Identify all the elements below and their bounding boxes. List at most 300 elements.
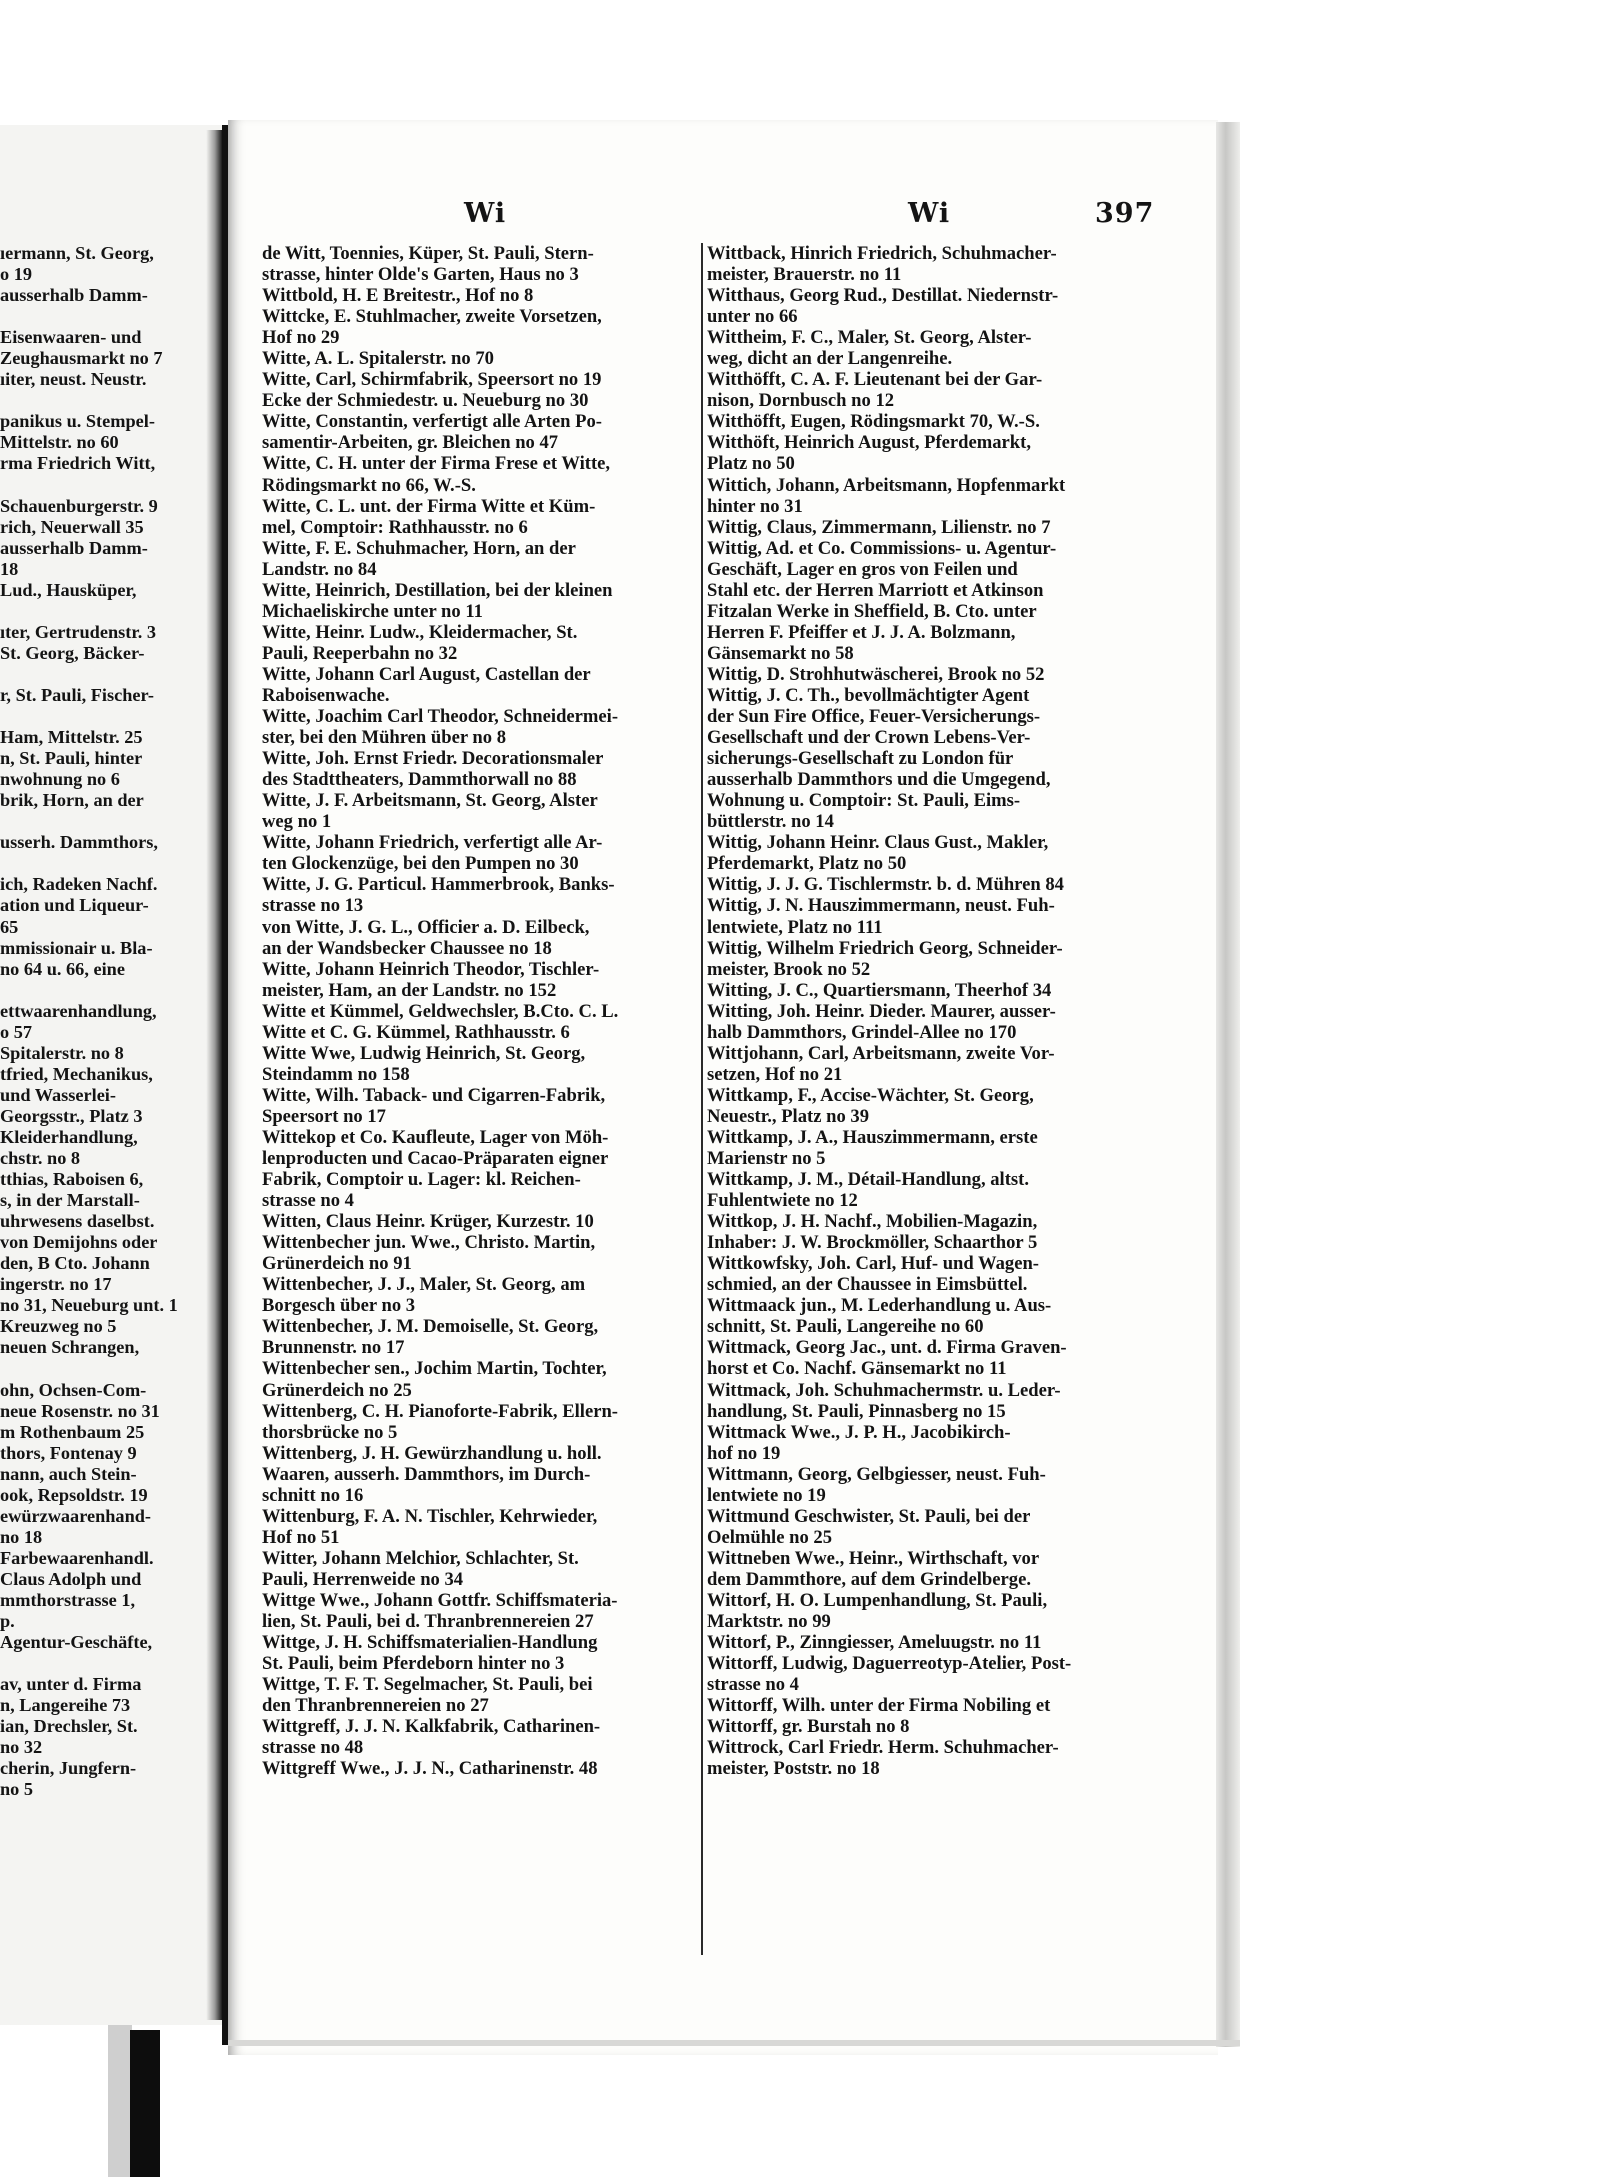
- entry-continuation-line: strasse no 48: [262, 1737, 364, 1759]
- directory-entry: [262, 1232, 697, 1274]
- entry-first-line: Wittenbecher jun. Wwe., Christo. Martin,: [262, 1232, 596, 1254]
- directory-entry: [262, 1506, 697, 1548]
- entry-first-line: Wittmack Wwe., J. P. H., Jacobikirch-: [707, 1421, 1011, 1443]
- entry-first-line: Witte, J. F. Arbeitsmann, St. Georg, Alster: [262, 790, 598, 812]
- directory-entry: [707, 1422, 1143, 1464]
- directory-column-left: [262, 243, 697, 1779]
- page-bottom-edge: [228, 2040, 1240, 2046]
- entry-continuation-line: Landstr. no 84: [262, 558, 377, 580]
- entry-continuation-line: Michaeliskirche unter no 11: [262, 600, 483, 622]
- directory-entry: [707, 1632, 1143, 1653]
- entry-first-line: Witte, Heinrich, Destillation, bei der kleinen: [262, 579, 613, 601]
- facing-page-line: tfried, Mechanikus,: [0, 1063, 153, 1084]
- entry-continuation-line: Inhaber: J. W. Brockmöller, Schaarthor 5: [707, 1232, 1038, 1254]
- directory-entry: [262, 1316, 697, 1358]
- entry-continuation-line: strasse no 4: [707, 1674, 799, 1696]
- entry-continuation-line: dem Dammthore, auf dem Grindelberge.: [707, 1568, 1031, 1590]
- facing-page-line: ich, Radeken Nachf.: [0, 874, 158, 895]
- binding-strip-light: [108, 2025, 132, 2177]
- entry-first-line: Wittkamp, J. A., Hauszimmermann, erste: [707, 1126, 1038, 1148]
- entry-first-line: Witte, A. L. Spitalerstr. no 70: [262, 348, 494, 370]
- facing-page-line: ian, Drechsler, St.: [0, 1716, 138, 1737]
- entry-first-line: Wittenbecher sen., Jochim Martin, Tochter,: [262, 1358, 607, 1380]
- entry-first-line: Wittjohann, Carl, Arbeitsmann, zweite Vor-: [707, 1042, 1055, 1064]
- entry-first-line: Wittgreff, J. J. N. Kalkfabrik, Catharinen-: [262, 1716, 601, 1738]
- directory-entry: [262, 1211, 697, 1232]
- directory-entry: [262, 496, 697, 538]
- facing-page-line: St. Georg, Bäcker-: [0, 642, 145, 663]
- entry-continuation-line: strasse no 13: [262, 895, 364, 917]
- facing-page-line: Schauenburgerstr. 9: [0, 495, 158, 516]
- facing-page-line: panikus u. Stempel-: [0, 411, 155, 432]
- entry-continuation-line: weg no 1: [262, 811, 332, 833]
- facing-page-line: ook, Repsoldstr. 19: [0, 1484, 148, 1505]
- facing-page-line: Kreuzweg no 5: [0, 1316, 117, 1337]
- facing-page-line: o 57: [0, 1021, 32, 1042]
- entry-first-line: Wittorf, H. O. Lumpenhandlung, St. Pauli,: [707, 1590, 1048, 1611]
- entry-first-line: Wittmack, Georg Jac., unt. d. Firma Graven-: [707, 1337, 1067, 1359]
- entry-first-line: Witthöft, Heinrich August, Pferdemarkt,: [707, 432, 1031, 454]
- directory-entry: [262, 1001, 697, 1043]
- entry-continuation-line: Fuhlentwiete no 12: [707, 1190, 858, 1212]
- entry-continuation-line: horst et Co. Nachf. Gänsemarkt no 11: [707, 1358, 1007, 1380]
- entry-first-line: Wittig, Ad. et Co. Commissions- u. Agentur-: [707, 537, 1057, 559]
- directory-entry: [262, 622, 697, 664]
- directory-entry: [707, 432, 1143, 474]
- facing-page-line: Claus Adolph und: [0, 1568, 142, 1589]
- entry-continuation-line: setzen, Hof no 21: [707, 1063, 843, 1085]
- entry-first-line: Witte, J. G. Particul. Hammerbrook, Banks-: [262, 874, 615, 896]
- entry-continuation-line: an der Wandsbecker Chaussee no 18: [262, 937, 552, 959]
- entry-first-line: Witte, Wilh. Taback- und Cigarren-Fabrik,: [262, 1084, 606, 1106]
- entry-continuation-line: Steindamm no 158: [262, 1063, 410, 1085]
- directory-entry: [262, 453, 697, 495]
- facing-page-line: [0, 475, 222, 496]
- entry-first-line: Witte, Carl, Schirmfabrik, Speersort no 19: [262, 369, 602, 391]
- entry-continuation-line: lentwiete no 19: [707, 1484, 826, 1506]
- entry-continuation-line: Grünerdeich no 91: [262, 1253, 412, 1275]
- entry-first-line: Wittgreff Wwe., J. J. N., Catharinenstr. 48: [262, 1758, 598, 1780]
- entry-continuation-line: ausserhalb Dammthors und die Umgegend,: [707, 769, 1051, 791]
- facing-page-line: [0, 1358, 222, 1379]
- entry-continuation-line: Ecke der Schmiedestr. u. Neueburg no 30: [262, 390, 589, 412]
- entry-first-line: Wittenbecher, J. M. Demoiselle, St. Georg,: [262, 1316, 599, 1338]
- page-edge: [1216, 122, 1240, 2047]
- facing-page-line: mmissionair u. Bla-: [0, 937, 153, 958]
- entry-first-line: Wittge, T. F. T. Segelmacher, St. Pauli, bei: [262, 1674, 593, 1696]
- entry-continuation-line: ster, bei den Mühren über no 8: [262, 727, 506, 749]
- directory-column-right: [707, 243, 1143, 1779]
- facing-page-line: ausserhalb Damm-: [0, 285, 148, 306]
- facing-page-line: neue Rosenstr. no 31: [0, 1400, 160, 1421]
- entry-first-line: Wittig, D. Strohhutwäscherei, Brook no 52: [707, 663, 1045, 685]
- entry-continuation-line: Raboisenwache.: [262, 684, 390, 706]
- directory-entry: [262, 664, 697, 706]
- directory-entry: [707, 832, 1143, 874]
- facing-page-line: ıter, Gertrudenstr. 3: [0, 621, 157, 642]
- entry-first-line: Witte, Johann Carl August, Castellan der: [262, 663, 591, 685]
- directory-entry: [262, 1127, 697, 1211]
- running-header-left: Wi: [464, 198, 507, 229]
- entry-continuation-line: Marienstr no 5: [707, 1148, 826, 1170]
- entry-first-line: Wittig, J. J. G. Tischlermstr. b. d. Mühren 84: [707, 874, 1064, 896]
- directory-entry: [262, 538, 697, 580]
- entry-continuation-line: Herren F. Pfeiffer et J. J. A. Bolzmann,: [707, 621, 1016, 643]
- entry-continuation-line: nison, Dornbusch no 12: [707, 390, 895, 412]
- entry-first-line: Wittge Wwe., Johann Gottfr. Schiffsmateria-: [262, 1590, 618, 1611]
- entry-continuation-line: Waaren, ausserh. Dammthors, im Durch-: [262, 1463, 591, 1485]
- directory-entry: [707, 1085, 1143, 1127]
- entry-continuation-line: hof no 19: [707, 1442, 781, 1464]
- directory-entry: [262, 917, 697, 959]
- binding-strip-dark: [130, 2030, 160, 2177]
- facing-page-line: ettwaarenhandlung,: [0, 1000, 157, 1021]
- entry-first-line: Witte et Kümmel, Geldwechsler, B.Cto. C. L.: [262, 1000, 619, 1022]
- facing-page-line: [0, 980, 222, 1001]
- facing-page-line: ıermann, St. Georg,: [0, 243, 154, 263]
- facing-page-line: o 19: [0, 264, 32, 285]
- facing-page-line: nann, auch Stein-: [0, 1463, 137, 1484]
- entry-first-line: Witter, Johann Melchior, Schlachter, St.: [262, 1547, 579, 1569]
- directory-entry: [262, 411, 697, 453]
- entry-first-line: Witten, Claus Heinr. Krüger, Kurzestr. 10: [262, 1211, 594, 1233]
- facing-page-line: brik, Horn, an der: [0, 790, 144, 811]
- entry-first-line: Wittenbecher, J. J., Maler, St. Georg, am: [262, 1274, 586, 1296]
- facing-page-line: [0, 811, 222, 832]
- facing-page-line: Spitalerstr. no 8: [0, 1042, 124, 1063]
- facing-page-line: neuen Schrangen,: [0, 1337, 140, 1358]
- directory-entry: [707, 538, 1143, 664]
- entry-first-line: Witthöfft, Eugen, Rödingsmarkt 70, W.-S.: [707, 411, 1040, 433]
- entry-continuation-line: Oelmühle no 25: [707, 1526, 832, 1548]
- entry-first-line: von Witte, J. G. L., Officier a. D. Eilbeck,: [262, 916, 590, 938]
- entry-first-line: Wittig, Claus, Zimmermann, Lilienstr. no 7: [707, 516, 1051, 538]
- entry-first-line: Witting, Joh. Heinr. Dieder. Maurer, ausser-: [707, 1000, 1056, 1022]
- facing-page-line: ausserhalb Damm-: [0, 537, 148, 558]
- directory-entry: [707, 895, 1143, 937]
- facing-page-line: 65: [0, 916, 19, 937]
- entry-first-line: Wittkop, J. H. Nachf., Mobilien-Magazin,: [707, 1211, 1038, 1233]
- entry-first-line: Witte, F. E. Schuhmacher, Horn, an der: [262, 537, 576, 559]
- entry-first-line: Wittge, J. H. Schiffsmaterialien-Handlung: [262, 1632, 598, 1654]
- facing-page-line: von Demijohns oder: [0, 1232, 158, 1253]
- facing-page-line: no 18: [0, 1526, 43, 1547]
- facing-page-line: usserh. Dammthors,: [0, 832, 158, 853]
- facing-page-line: thors, Fontenay 9: [0, 1442, 137, 1463]
- entry-continuation-line: Pferdemarkt, Platz no 50: [707, 853, 907, 875]
- entry-continuation-line: Fabrik, Comptoir u. Lager: kl. Reichen-: [262, 1169, 581, 1191]
- facing-page-line: Eisenwaaren- und: [0, 327, 142, 348]
- directory-entry: [262, 1043, 697, 1085]
- entry-continuation-line: meister, Poststr. no 18: [707, 1758, 880, 1780]
- facing-page-line: no 64 u. 66, eine: [0, 958, 125, 979]
- entry-continuation-line: strasse, hinter Olde's Garten, Haus no 3: [262, 264, 579, 286]
- directory-entry: [707, 1506, 1143, 1548]
- directory-entry: [262, 1590, 697, 1632]
- facing-page-line: Zeughausmarkt no 7: [0, 348, 163, 369]
- facing-page-line: r, St. Pauli, Fischer-: [0, 684, 155, 705]
- running-header-right: Wi: [908, 198, 951, 229]
- directory-entry: [262, 1443, 697, 1506]
- directory-entry: [707, 517, 1143, 538]
- facing-page-line: [0, 601, 222, 622]
- entry-continuation-line: sicherungs-Gesellschaft zu London für: [707, 748, 1014, 770]
- entry-first-line: Wittheim, F. C., Maler, St. Georg, Alster-: [707, 327, 1032, 349]
- entry-continuation-line: Hof no 29: [262, 327, 340, 349]
- entry-continuation-line: Gesellschaft und der Crown Lebens-Ver-: [707, 727, 1031, 749]
- directory-entry: [707, 1548, 1143, 1590]
- directory-entry: [707, 327, 1143, 369]
- directory-entry: [707, 1295, 1143, 1337]
- facing-page-line: Kleiderhandlung,: [0, 1126, 138, 1147]
- facing-page-line: s, in der Marstall-: [0, 1190, 140, 1211]
- entry-first-line: Witte, Joh. Ernst Friedr. Decorationsmaler: [262, 748, 604, 770]
- entry-first-line: Wittbold, H. E Breitestr., Hof no 8: [262, 285, 534, 307]
- directory-entry: [262, 306, 697, 348]
- directory-entry: [707, 1253, 1143, 1295]
- directory-entry: [262, 832, 697, 874]
- directory-entry: [262, 369, 697, 411]
- entry-first-line: Wittenberg, J. H. Gewürzhandlung u. holl.: [262, 1442, 602, 1464]
- facing-page-line: und Wasserlei-: [0, 1084, 116, 1105]
- directory-entry: [707, 685, 1143, 832]
- entry-continuation-line: Borgesch über no 3: [262, 1295, 416, 1317]
- entry-first-line: Witte, C. L. unt. der Firma Witte et Küm-: [262, 495, 596, 517]
- directory-entry: [262, 874, 697, 916]
- entry-first-line: Wittenberg, C. H. Pianoforte-Fabrik, Ellern-: [262, 1400, 618, 1422]
- entry-continuation-line: St. Pauli, beim Pferdeborn hinter no 3: [262, 1653, 565, 1675]
- directory-entry: [707, 411, 1143, 432]
- entry-first-line: Wittorf, P., Zinngiesser, Ameluugstr. no 11: [707, 1632, 1042, 1654]
- entry-continuation-line: lenproducten und Cacao-Präparaten eigner: [262, 1148, 609, 1170]
- facing-page-line: [0, 664, 222, 685]
- entry-continuation-line: Platz no 50: [707, 453, 795, 475]
- entry-first-line: Wittmack, Joh. Schuhmachermstr. u. Leder-: [707, 1379, 1061, 1401]
- facing-page-line: [0, 853, 222, 874]
- entry-first-line: Witte, Johann Friedrich, verfertigt alle Ar-: [262, 832, 603, 854]
- directory-entry: [262, 1632, 697, 1674]
- facing-page-line: [0, 390, 222, 411]
- directory-entry: [707, 1169, 1143, 1211]
- entry-first-line: Witthöfft, C. A. F. Lieutenant bei der Gar-: [707, 369, 1043, 391]
- directory-entry: [707, 243, 1143, 285]
- entry-first-line: Wittig, J. N. Hauszimmermann, neust. Fuh-: [707, 895, 1055, 917]
- directory-entry: [707, 1211, 1143, 1253]
- directory-entry: [707, 1337, 1143, 1379]
- directory-entry: [707, 664, 1143, 685]
- directory-entry: [262, 243, 697, 285]
- entry-first-line: Wittig, J. C. Th., bevollmächtigter Agent: [707, 684, 1030, 706]
- facing-page-line: ıiter, neust. Neustr.: [0, 369, 147, 390]
- entry-continuation-line: samentir-Arbeiten, gr. Bleichen no 47: [262, 432, 559, 454]
- entry-continuation-line: Hof no 51: [262, 1526, 340, 1548]
- entry-first-line: Wittig, Wilhelm Friedrich Georg, Schneider-: [707, 937, 1063, 959]
- facing-page-line: [0, 306, 222, 327]
- facing-page-column: [0, 243, 222, 1800]
- entry-first-line: Witthaus, Georg Rud., Destillat. Niedernstr-: [707, 285, 1059, 307]
- entry-first-line: Witting, J. C., Quartiersmann, Theerhof 34: [707, 979, 1052, 1001]
- facing-page-line: p.: [0, 1611, 15, 1632]
- directory-entry: [707, 980, 1143, 1001]
- directory-entry: [707, 1001, 1143, 1043]
- entry-first-line: Witte, Joachim Carl Theodor, Schneidermei-: [262, 706, 619, 728]
- facing-page-line: ewürzwaarenhand-: [0, 1505, 151, 1526]
- entry-continuation-line: Fitzalan Werke in Sheffield, B. Cto. unter: [707, 600, 1037, 622]
- directory-entry: [707, 1653, 1143, 1695]
- facing-page-line: av, unter d. Firma: [0, 1674, 142, 1695]
- entry-continuation-line: handlung, St. Pauli, Pinnasberg no 15: [707, 1400, 1006, 1422]
- facing-page-line: Ham, Mittelstr. 25: [0, 727, 143, 748]
- entry-continuation-line: meister, Brauerstr. no 11: [707, 264, 902, 286]
- entry-continuation-line: lien, St. Pauli, bei d. Thranbrennereien 27: [262, 1611, 594, 1633]
- facing-page-line: Lud., Hausküper,: [0, 579, 137, 600]
- entry-first-line: Wittorff, Ludwig, Daguerreotyp-Atelier, Post-: [707, 1653, 1072, 1675]
- entry-first-line: Wittback, Hinrich Friedrich, Schuhmacher-: [707, 243, 1057, 264]
- directory-entry: [262, 959, 697, 1001]
- entry-first-line: Witte, Johann Heinrich Theodor, Tischler-: [262, 958, 600, 980]
- directory-entry: [262, 1401, 697, 1443]
- entry-continuation-line: Brunnenstr. no 17: [262, 1337, 405, 1359]
- entry-continuation-line: Stahl etc. der Herren Marriott et Atkinson: [707, 579, 1044, 601]
- facing-page-line: n, St. Pauli, hinter: [0, 748, 143, 769]
- entry-first-line: Wittich, Johann, Arbeitsmann, Hopfenmarkt: [707, 474, 1066, 496]
- directory-entry: [262, 790, 697, 832]
- facing-page-line: rich, Neuerwall 35: [0, 516, 144, 537]
- directory-entry: [262, 748, 697, 790]
- directory-entry: [707, 369, 1143, 411]
- entry-first-line: Wittmaack jun., M. Lederhandlung u. Aus-: [707, 1295, 1052, 1317]
- entry-continuation-line: schmied, an der Chaussee in Eimsbüttel.: [707, 1274, 1028, 1296]
- entry-first-line: Wittrock, Carl Friedr. Herm. Schuhmacher-: [707, 1737, 1059, 1759]
- page-number: 397: [1095, 198, 1155, 229]
- entry-continuation-line: Rödingsmarkt no 66, W.-S.: [262, 474, 476, 496]
- entry-first-line: Wittmund Geschwister, St. Pauli, bei der: [707, 1505, 1031, 1527]
- entry-continuation-line: büttlerstr. no 14: [707, 811, 834, 833]
- directory-entry: [262, 1674, 697, 1716]
- entry-continuation-line: schnitt, St. Pauli, Langereihe no 60: [707, 1316, 984, 1338]
- entry-continuation-line: Speersort no 17: [262, 1105, 386, 1127]
- entry-first-line: Wittorff, Wilh. unter der Firma Nobiling et: [707, 1695, 1051, 1717]
- entry-continuation-line: mel, Comptoir: Rathhausstr. no 6: [262, 516, 528, 538]
- directory-entry: [262, 1758, 697, 1779]
- entry-first-line: Wittkamp, J. M., Détail-Handlung, altst.: [707, 1169, 1029, 1191]
- facing-page-line: ation und Liqueur-: [0, 895, 149, 916]
- facing-page-line: 18: [0, 558, 19, 579]
- entry-continuation-line: strasse no 4: [262, 1190, 354, 1212]
- entry-continuation-line: meister, Brook no 52: [707, 958, 871, 980]
- entry-first-line: Witte, Heinr. Ludw., Kleidermacher, St.: [262, 621, 578, 643]
- facing-page-line: chstr. no 8: [0, 1148, 81, 1169]
- entry-continuation-line: den Thranbrennereien no 27: [262, 1695, 489, 1717]
- facing-page-line: no 32: [0, 1737, 43, 1758]
- entry-continuation-line: Wohnung u. Comptoir: St. Pauli, Eims-: [707, 790, 1021, 812]
- entry-continuation-line: weg, dicht an der Langenreihe.: [707, 348, 953, 370]
- entry-continuation-line: Geschäft, Lager en gros von Feilen und: [707, 558, 1018, 580]
- entry-continuation-line: Pauli, Herrenweide no 34: [262, 1568, 464, 1590]
- entry-continuation-line: thorsbrücke no 5: [262, 1421, 398, 1443]
- facing-page-line: Farbewaarenhandl.: [0, 1547, 154, 1568]
- facing-page-line: n, Langereihe 73: [0, 1695, 131, 1716]
- directory-entry: [707, 1464, 1143, 1506]
- directory-entry: [262, 1085, 697, 1127]
- entry-first-line: Wittneben Wwe., Heinr., Wirthschaft, vor: [707, 1547, 1040, 1569]
- entry-continuation-line: hinter no 31: [707, 495, 803, 517]
- entry-first-line: Wittmann, Georg, Gelbgiesser, neust. Fuh-: [707, 1463, 1046, 1485]
- entry-continuation-line: Neuestr., Platz no 39: [707, 1105, 869, 1127]
- entry-first-line: Witte, Constantin, verfertigt alle Arten Po-: [262, 411, 602, 433]
- entry-first-line: Wittig, Johann Heinr. Claus Gust., Makler,: [707, 832, 1049, 854]
- entry-continuation-line: Wittorff, gr. Burstah no 8: [707, 1716, 910, 1738]
- facing-page-line: mmthorstrasse 1,: [0, 1590, 136, 1610]
- facing-page-line: m Rothenbaum 25: [0, 1421, 145, 1442]
- directory-entry: [707, 285, 1143, 327]
- entry-continuation-line: Witte et C. G. Kümmel, Rathhausstr. 6: [262, 1021, 570, 1043]
- entry-continuation-line: der Sun Fire Office, Feuer-Versicherungs-: [707, 706, 1041, 728]
- directory-entry: [707, 1590, 1143, 1632]
- facing-page-line: [0, 706, 222, 727]
- entry-continuation-line: Marktstr. no 99: [707, 1611, 831, 1633]
- entry-continuation-line: schnitt no 16: [262, 1484, 364, 1506]
- facing-page-line: ohn, Ochsen-Com-: [0, 1379, 147, 1400]
- entry-first-line: Wittenburg, F. A. N. Tischler, Kehrwieder,: [262, 1505, 598, 1527]
- facing-page-line: ingerstr. no 17: [0, 1274, 112, 1295]
- directory-entry: [707, 1737, 1143, 1779]
- entry-first-line: Witte, C. H. unter der Firma Frese et Witte,: [262, 453, 611, 475]
- facing-page-line: Georgsstr., Platz 3: [0, 1105, 143, 1126]
- facing-page-line: den, B Cto. Johann: [0, 1253, 150, 1274]
- directory-entry: [707, 1043, 1143, 1085]
- entry-first-line: Wittkamp, F., Accise-Wächter, St. Georg,: [707, 1084, 1034, 1106]
- entry-continuation-line: halb Dammthors, Grindel-Allee no 170: [707, 1021, 1017, 1043]
- facing-page-line: uhrwesens daselbst.: [0, 1211, 155, 1232]
- directory-entry: [262, 285, 697, 306]
- entry-continuation-line: ten Glockenzüge, bei den Pumpen no 30: [262, 853, 579, 875]
- directory-entry: [262, 1716, 697, 1758]
- entry-first-line: Wittkowfsky, Joh. Carl, Huf- und Wagen-: [707, 1253, 1039, 1275]
- facing-page-line: rma Friedrich Witt,: [0, 453, 156, 474]
- directory-entry: [262, 580, 697, 622]
- directory-entry: [707, 1695, 1143, 1737]
- facing-page-line: cherin, Jungfern-: [0, 1758, 137, 1779]
- entry-continuation-line: Grünerdeich no 25: [262, 1379, 412, 1401]
- directory-entry: [707, 475, 1143, 517]
- facing-page-line: nwohnung no 6: [0, 769, 120, 790]
- facing-page-line: Agentur-Geschäfte,: [0, 1632, 153, 1653]
- directory-entry: [262, 1358, 697, 1400]
- facing-page-line: Mittelstr. no 60: [0, 432, 119, 453]
- entry-first-line: Wittekop et Co. Kaufleute, Lager von Möh-: [262, 1126, 609, 1148]
- entry-continuation-line: unter no 66: [707, 306, 798, 328]
- facing-page-line: no 31, Neueburg unt. 1: [0, 1295, 178, 1316]
- facing-page-line: [0, 1653, 222, 1674]
- directory-entry: [262, 1548, 697, 1590]
- directory-entry: [707, 1380, 1143, 1422]
- entry-continuation-line: Gänsemarkt no 58: [707, 642, 854, 664]
- entry-first-line: de Witt, Toennies, Küper, St. Pauli, Stern-: [262, 243, 594, 264]
- directory-entry: [262, 1274, 697, 1316]
- entry-continuation-line: lentwiete, Platz no 111: [707, 916, 883, 938]
- entry-first-line: Wittcke, E. Stuhlmacher, zweite Vorsetzen,: [262, 306, 602, 328]
- column-rule: [701, 243, 703, 1955]
- directory-entry: [262, 706, 697, 748]
- directory-entry: [262, 348, 697, 369]
- directory-entry: [707, 874, 1143, 895]
- entry-continuation-line: Pauli, Reeperbahn no 32: [262, 642, 458, 664]
- facing-page-line: tthias, Raboisen 6,: [0, 1169, 144, 1190]
- facing-page-line: no 5: [0, 1779, 34, 1800]
- directory-entry: [707, 938, 1143, 980]
- directory-entry: [707, 1127, 1143, 1169]
